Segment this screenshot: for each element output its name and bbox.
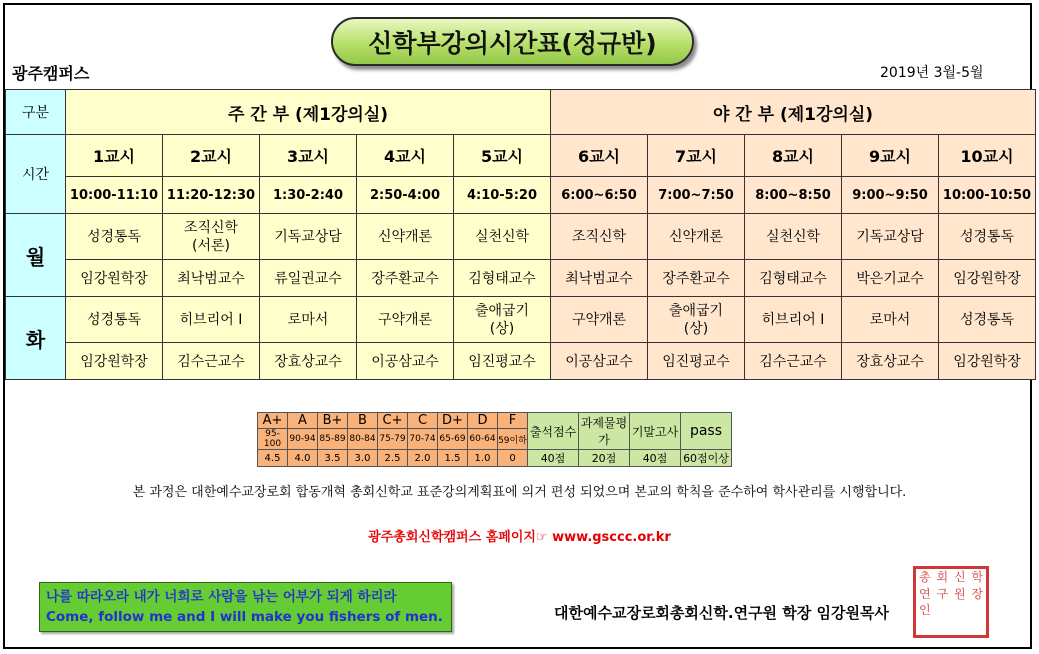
course-subject-line: 실천신학 — [765, 228, 821, 245]
course-subject-line: 신약개론 — [668, 228, 724, 245]
period-time: 10:00-10:50 — [939, 177, 1036, 214]
course-professor: 임진평교수 — [454, 343, 551, 380]
homepage-link[interactable]: 광주총회신학캠퍼스 홈페이지☞ www.gsccc.or.kr — [368, 530, 671, 545]
period-header: 2교시 — [163, 135, 260, 177]
seal-character: 신 — [953, 570, 966, 585]
course-professor: 장주환교수 — [648, 260, 745, 297]
grade-point: 2.0 — [408, 450, 438, 467]
grade-letter: D — [468, 413, 498, 429]
course-subject-line: 로마서 — [869, 311, 911, 328]
course-subject — [745, 214, 842, 260]
course-subject — [842, 297, 939, 343]
course-subject — [939, 297, 1036, 343]
verse-korean: 나를 따라오라 내가 너희로 사람을 낚는 어부가 되게 하리라 — [46, 589, 397, 605]
grade-letter: A+ — [258, 413, 288, 429]
course-subject-line: 성경통독 — [959, 311, 1015, 328]
grade-point: 3.0 — [348, 450, 378, 467]
period-time: 6:00~6:50 — [551, 177, 648, 214]
course-subject — [357, 297, 454, 343]
grading-table — [257, 412, 732, 467]
course-subject — [163, 214, 260, 260]
course-subject — [648, 297, 745, 343]
signature-line: 대한예수교장로회총회신학.연구원 학장 임강원목사 — [554, 604, 889, 622]
day-label-tuesday: 화 — [6, 297, 66, 380]
term-period: 2019년 3월-5월 — [880, 65, 984, 81]
course-subject — [163, 297, 260, 343]
grade-range: 59이하 — [498, 429, 528, 450]
course-subject — [842, 214, 939, 260]
seal-character: 원 — [953, 586, 966, 601]
course-professor: 임강원학장 — [939, 260, 1036, 297]
course-subject-line: 기독교상담 — [274, 228, 342, 245]
course-subject-line: 로마서 — [287, 311, 329, 328]
course-subject — [551, 297, 648, 343]
period-time: 2:50-4:00 — [357, 177, 454, 214]
period-header: 7교시 — [648, 135, 745, 177]
grade-letter: B+ — [318, 413, 348, 429]
course-subject — [454, 214, 551, 260]
period-time: 8:00~8:50 — [745, 177, 842, 214]
course-professor: 임강원학장 — [66, 260, 163, 297]
grade-point: 1.0 — [468, 450, 498, 467]
course-subject-line: 조직신학 — [183, 219, 239, 236]
course-subject-line: (서론) — [192, 237, 230, 254]
period-time: 11:20-12:30 — [163, 177, 260, 214]
evaluation-label: pass — [681, 413, 732, 450]
grade-letter: C+ — [378, 413, 408, 429]
course-professor: 최낙범교수 — [551, 260, 648, 297]
course-professor: 김형태교수 — [454, 260, 551, 297]
timetable — [5, 89, 1036, 380]
seal-character: 총 — [918, 570, 931, 585]
grade-range: 75-79 — [378, 429, 408, 450]
course-subject-line: 구약개론 — [571, 311, 627, 328]
course-professor: 류일권교수 — [260, 260, 357, 297]
time-label: 시간 — [6, 135, 66, 214]
course-subject — [551, 214, 648, 260]
course-subject-line: 성경통독 — [86, 228, 142, 245]
course-professor: 최낙범교수 — [163, 260, 260, 297]
seal-character: 구 — [936, 586, 949, 601]
period-header: 8교시 — [745, 135, 842, 177]
grade-letter: F — [498, 413, 528, 429]
course-professor: 이공삼교수 — [357, 343, 454, 380]
course-subject-line: 조직신학 — [571, 228, 627, 245]
grade-range: 70-74 — [408, 429, 438, 450]
course-professor: 김형태교수 — [745, 260, 842, 297]
evaluation-value: 40점 — [630, 450, 681, 467]
grade-letter: B — [348, 413, 378, 429]
course-subject-line: (상) — [489, 320, 515, 337]
grade-letter: C — [408, 413, 438, 429]
period-header: 4교시 — [357, 135, 454, 177]
course-subject-line: 히브리어 I — [179, 311, 243, 328]
course-subject-line: (상) — [683, 320, 709, 337]
course-subject-line: 신약개론 — [377, 228, 433, 245]
period-time: 7:00~7:50 — [648, 177, 745, 214]
course-subject-line: 출애굽기 — [668, 302, 724, 319]
period-header: 9교시 — [842, 135, 939, 177]
grade-point: 4.5 — [258, 450, 288, 467]
grade-point: 4.0 — [288, 450, 318, 467]
seal-character: 인 — [918, 603, 931, 618]
period-header: 3교시 — [260, 135, 357, 177]
grade-letter: A — [288, 413, 318, 429]
period-header: 5교시 — [454, 135, 551, 177]
grade-range: 85-89 — [318, 429, 348, 450]
grade-point: 0 — [498, 450, 528, 467]
course-subject-line: 성경통독 — [959, 228, 1015, 245]
period-header: 10교시 — [939, 135, 1036, 177]
evaluation-label: 기말고사 — [630, 413, 681, 450]
grade-range: 90-94 — [288, 429, 318, 450]
course-subject-line: 히브리어 I — [761, 311, 825, 328]
course-subject — [939, 214, 1036, 260]
course-subject — [648, 214, 745, 260]
day-section-header: 주 간 부 (제1강의실) — [66, 90, 551, 135]
course-professor: 장주환교수 — [357, 260, 454, 297]
course-professor: 김수근교수 — [745, 343, 842, 380]
grade-point: 1.5 — [438, 450, 468, 467]
notice-text: 본 과정은 대한예수교장로회 합동개혁 총회신학교 표준강의계획표에 의거 편성 되었으며 본교의 학칙을 준수하여 학사관리를 시행합니다. — [132, 485, 907, 500]
course-subject-line: 실천신학 — [474, 228, 530, 245]
period-time: 1:30-2:40 — [260, 177, 357, 214]
course-subject-line: 성경통독 — [86, 311, 142, 328]
night-section-header: 야 간 부 (제1강의실) — [551, 90, 1036, 135]
course-professor: 박은기교수 — [842, 260, 939, 297]
evaluation-value: 40점 — [528, 450, 579, 467]
seal-character: 학 — [971, 570, 984, 585]
course-professor: 장효상교수 — [260, 343, 357, 380]
grade-range: 95-100 — [258, 429, 288, 450]
verse-english: Come, follow me and I will make you fishers of men. — [46, 609, 443, 625]
category-label: 구분 — [6, 90, 66, 135]
period-time: 9:00~9:50 — [842, 177, 939, 214]
course-subject-line: 구약개론 — [377, 311, 433, 328]
seal-character: 장 — [971, 586, 984, 601]
official-seal-stamp — [913, 566, 989, 638]
course-subject — [260, 214, 357, 260]
evaluation-value: 60점이상 — [681, 450, 732, 467]
course-subject — [260, 297, 357, 343]
period-header: 6교시 — [551, 135, 648, 177]
course-professor: 임강원학장 — [66, 343, 163, 380]
grade-range: 65-69 — [438, 429, 468, 450]
course-subject — [66, 297, 163, 343]
course-subject-line: 기독교상담 — [856, 228, 924, 245]
course-subject-line: 출애굽기 — [474, 302, 530, 319]
course-subject — [454, 297, 551, 343]
course-subject — [357, 214, 454, 260]
period-time: 4:10-5:20 — [454, 177, 551, 214]
page-title: 신학부강의시간표(정규반) — [331, 17, 694, 66]
day-label-monday: 월 — [6, 214, 66, 297]
bible-verse-box — [39, 582, 452, 632]
grade-range: 80-84 — [348, 429, 378, 450]
course-professor: 김수근교수 — [163, 343, 260, 380]
period-header: 1교시 — [66, 135, 163, 177]
course-professor: 이공삼교수 — [551, 343, 648, 380]
grade-point: 3.5 — [318, 450, 348, 467]
campus-name: 광주캠퍼스 — [12, 64, 90, 83]
course-subject — [745, 297, 842, 343]
course-professor: 임강원학장 — [939, 343, 1036, 380]
period-time: 10:00-11:10 — [66, 177, 163, 214]
grade-point: 2.5 — [378, 450, 408, 467]
evaluation-value: 20점 — [579, 450, 630, 467]
evaluation-label: 과제물평가 — [579, 413, 630, 450]
grade-letter: D+ — [438, 413, 468, 429]
evaluation-label: 출석점수 — [528, 413, 579, 450]
course-subject — [66, 214, 163, 260]
seal-character: 회 — [936, 570, 949, 585]
course-professor: 임진평교수 — [648, 343, 745, 380]
grade-range: 60-64 — [468, 429, 498, 450]
seal-character: 연 — [918, 586, 931, 601]
course-professor: 장효상교수 — [842, 343, 939, 380]
